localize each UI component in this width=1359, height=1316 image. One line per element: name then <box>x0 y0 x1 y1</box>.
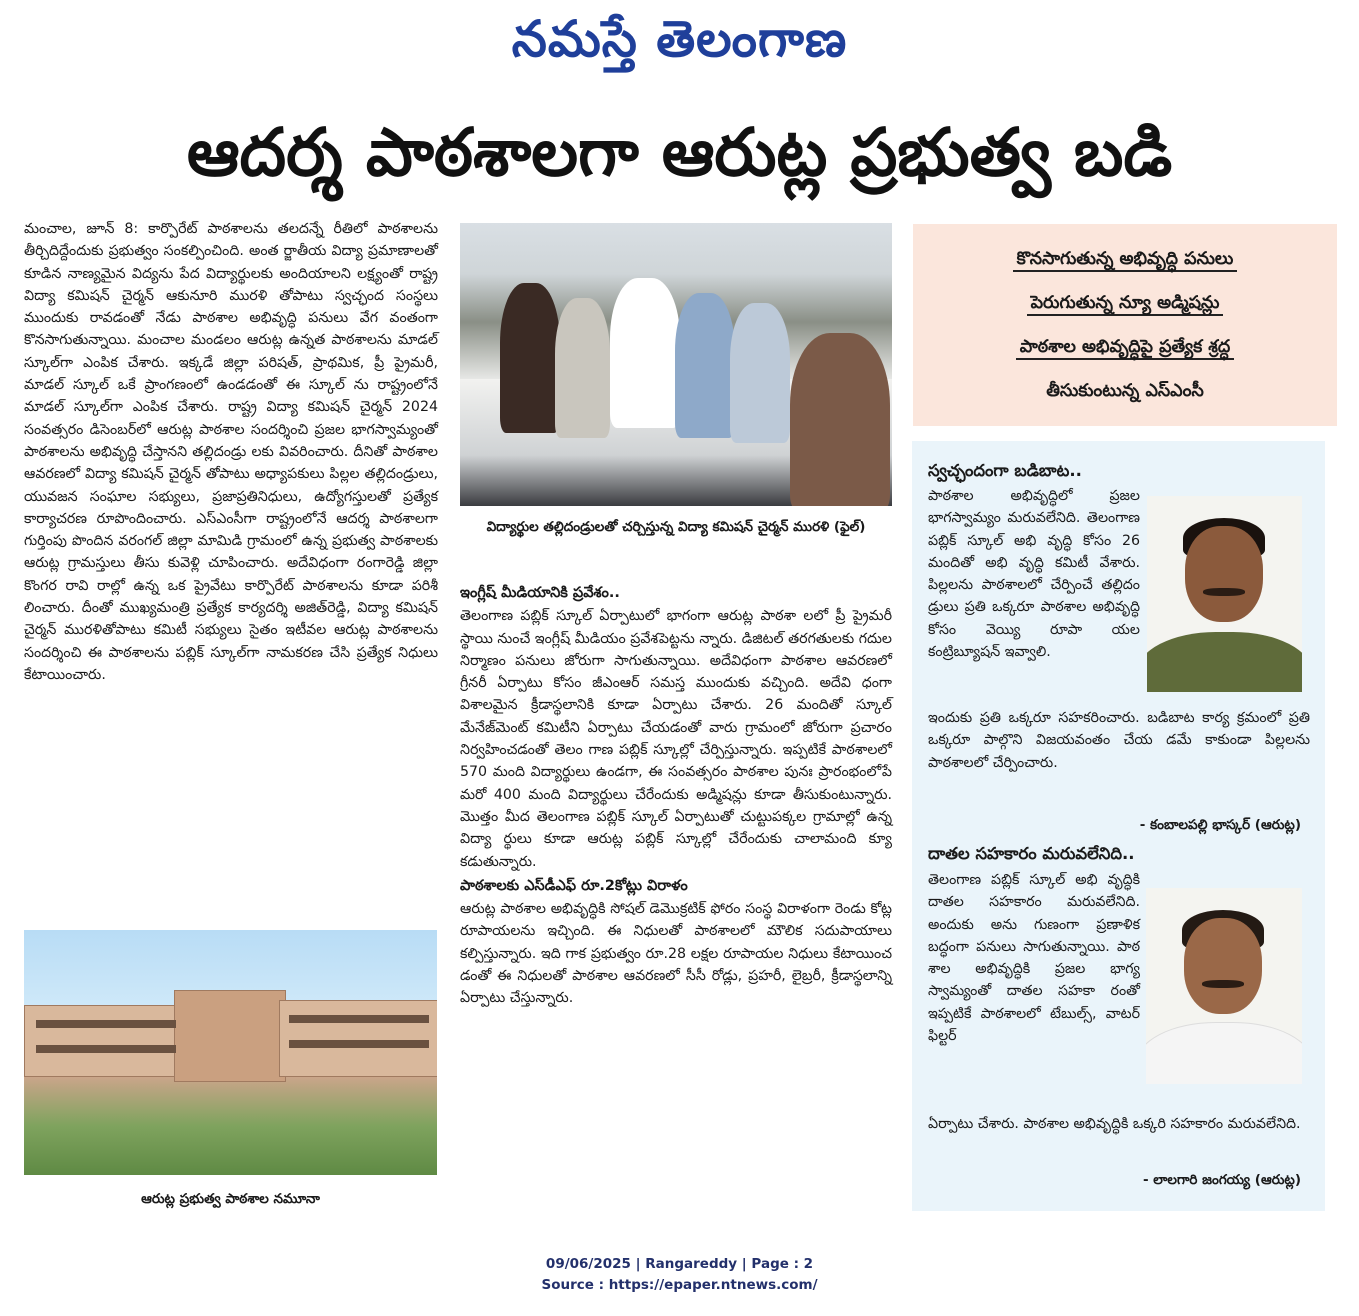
sidebar-signature-1: - కంబాలపల్లి భాస్కర్ (ఆరుట్ల) <box>1139 817 1301 833</box>
donation-subhead: పాఠశాలకు ఎస్‌డీఎఫ్ రూ.2కోట్లు విరాళం <box>460 877 688 894</box>
article-headline: ఆదర్శ పాఠశాలగా ఆరుట్ల ప్రభుత్వ బడి <box>186 114 1173 191</box>
portrait-photo-1 <box>1147 496 1302 692</box>
highlight-item: కొనసాగుతున్న అభివృద్ధి పనులు <box>913 244 1337 274</box>
highlight-item: తీసుకుంటున్న ఎస్ఎంసీ <box>1046 381 1204 401</box>
quotes-sidebar <box>912 441 1325 1211</box>
officials-photo <box>460 223 892 506</box>
portrait-photo-2 <box>1146 888 1302 1084</box>
english-medium-subhead: ఇంగ్లీష్ మీడియానికి ప్రవేశం.. <box>460 585 620 601</box>
sidebar-text-1: పాఠశాల అభివృద్ధిలో ప్రజల భాగస్వామ్యం మరువలేనిది. తెలంగాణ పబ్లిక్ స్కూల్ అభి వృద్ధి కోసం 26 మందితో అభి వృద్ధి కమిటీ వేశారు. పిల్లలను పాఠశాలలో చేర్పించే తల్లిదం డ్రులు ప్రతి ఒక్కరూ పాఠశాల అభివృద్ధి కోసం వెయ్యి రూపా యల కంట్రిబ్యూషన్ ఇవ్వాలి. <box>928 488 1140 661</box>
sidebar-signature-2: - లాలగారి జంగయ్య (ఆరుట్ల) <box>1142 1172 1301 1188</box>
sidebar-text-1b: ఇందుకు ప్రతి ఒక్కరూ సహకరించారు. బడిబాట కార్య క్రమంలో ప్రతి ఒక్కరూ పాల్గొని విజయవంతం చేయ డమే కాకుండా పిల్లలను పాఠశాలలో చేర్పించారు. <box>928 710 1310 771</box>
sidebar-text-2: తెలంగాణ పబ్లిక్ స్కూల్ అభి వృద్ధికి దాతల సహకారం మరువలేనిది. అందుకు అను గుణంగా ప్రణాళిక బద్ధంగా పనులు సాగుతున్నాయి. పాఠ శాల అభివృద్ధికి ప్రజల భాగ్య స్వామ్యంతో దాతల సహకా రంతో ఇప్పటికే పాఠశాలలో టేబుల్స్, వాటర్ ఫిల్టర్ <box>928 872 1140 1045</box>
donation-paragraph: ఆరుట్ల పాఠశాల అభివృద్ధికి సోషల్ డెమొక్రటిక్ ఫోరం సంస్థ విరాళంగా రెండు కోట్ల రూపాయలను ఇచ్చింది. ఈ నిధులతో పాఠశాలలో మౌలిక సదుపాయాలు కల్పిస్తున్నారు. ఇది గాక ప్రభుత్వం రూ.28 లక్షల రూపాయల నిధులు కేటాయించ డంతో ఈ నిధులతో పాఠశాల ఆవరణలో సీసీ రోడ్లు, ప్రహరీ, లైబ్రరీ, క్రీడాస్థలాన్ని ఏర్పాటు చేస్తున్నారు. <box>460 901 892 1007</box>
highlight-item: పాఠశాల అభివృద్ధిపై ప్రత్యేక శ్రద్ధ <box>913 332 1337 362</box>
article-paragraph: మంచాల, జూన్ 8: కార్పొరేట్ పాఠశాలను తలదన్నే రీతిలో పాఠశాలను తీర్చిదిద్దేందుకు ప్రభుత్వం సంకల్పించింది. అంత ర్జాతీయ విద్యా ప్రమాణాలతో కూడిన నాణ్యమైన విద్యను పేద విద్యార్థులకు అందియాలని లక్ష్యంతో రాష్ట్ర విద్యా కమిషన్ చైర్మన్ ఆకునూరి మురళి తోపాటు స్వచ్ఛంద సంస్థలు ముందుకు రావడంతో నేడు పాఠశాల అభివృద్ధి పనులు వేగ వంతంగా కొనసాగుతున్నాయి. మంచాల మండలం ఆరుట్ల ఉన్నత పాఠశాలను మాడల్ స్కూల్‌గా ఎంపిక చేశారు. ఇక్కడే జిల్లా పరిషత్, ప్రాథమిక, ప్రీ ప్రైమరీ, మాడల్ స్కూల్ ఒకే ప్రాంగణంలో ఉండడంతో ఈ స్కూల్ ను రాష్ట్రంలోనే మాడల్ స్కూల్‌గా ఎంపిక చేశారు. రాష్ట్ర విద్యా కమిషన్ చైర్మన్ 2024 సంవత్సరం డిసెంబర్‌లో ఆరుట్ల పాఠశాల సందర్శించి ప్రజల భాగస్వామ్యంతో పాఠశాలను అభివృద్ధి చేస్తానని తల్లిదండ్రు లకు వివరించారు. దీనితో పాఠశాల ఆవరణలో విద్యా కమిషన్ చైర్మన్ తోపాటు అధ్యాపకులు పిల్లల తల్లిదండ్రులు, యువజన సంఘాల సభ్యులు, ప్రజాప్రతినిధులు, ఉద్యోగస్తులతో ప్రత్యేక కార్యాచరణ రూపొందించారు. ఎస్ఎంసీగా రాష్ట్రంలోనే ఆదర్శ పాఠశాలగా గుర్తింపు పొందిన వరంగల్ జిల్లా మామిడి గ్రామంలో ఉన్న ప్రభుత్వ పాఠశాలకు ఆరుట్ల గ్రామస్తులు తీసు కువెళ్లి చూపించారు. అదేవిధంగా రంగారెడ్డి జిల్లా కొంగర రావి రాల్లో ఉన్న ఒక ప్రైవేటు కార్పొరేట్ పాఠశాలను కూడా పరిశీ లించారు. దీంతో ముఖ్యమంత్రి ప్రత్యేక కార్యదర్శి అజిత్‌రెడ్డి, విద్యా కమిషన్ చైర్మన్ మురళితోపాటు కమిటీ సభ్యులు సైతం ఇటీవల ఆరుట్ల పాఠశాలను సందర్శించి ఈ పాఠశాలను పబ్లిక్ స్కూల్‌గా నామకరణ చేసి ప్రత్యేక నిధులు కేటాయించారు. <box>24 221 438 683</box>
highlights-box <box>913 224 1337 426</box>
school-model-photo <box>24 930 437 1175</box>
sidebar-title-1: స్వచ్ఛందంగా బడిబాట.. <box>928 461 1082 480</box>
article-column-1 <box>24 218 438 686</box>
sidebar-title-2: దాతల సహకారం మరువలేనిది.. <box>928 844 1135 863</box>
highlight-item: పెరుగుతున్న న్యూ అడ్మిషన్లు <box>913 288 1337 318</box>
masthead-logo: నమస్తే తెలంగాణ <box>511 9 848 68</box>
footer-source: Source : https://epaper.ntnews.com/ <box>541 1277 818 1293</box>
sidebar-text-2b: ఏర్పాటు చేశారు. పాఠశాల అభివృద్ధికి ఒక్కరి సహకారం మరువలేనిది. <box>928 1116 1301 1132</box>
school-photo-caption: ఆరుట్ల ప్రభుత్వ పాఠశాల నమూనా <box>141 1191 320 1207</box>
article-column-2 <box>460 580 892 1010</box>
officials-photo-caption: విద్యార్థుల తల్లిదండ్రులతో చర్చిస్తున్న విద్యా కమిషన్ చైర్మన్ మురళి (ఫైల్) <box>486 519 866 535</box>
english-medium-paragraph: తెలంగాణ పబ్లిక్ స్కూల్ ఏర్పాటులో భాగంగా ఆరుట్ల పాఠశా లలో ప్రీ ప్రైమరీ స్థాయి నుంచే ఇంగ్లీష్ మీడియం ప్రవేశపెట్టను న్నారు. డిజిటల్ తరగతులకు గదుల నిర్మాణం పనులు జోరుగా సాగుతున్నాయి. అదేవిధంగా పాఠశాల ఆవరణలో గ్రీనరీ ఏర్పాటు కోసం జీఎంఆర్ సమస్త ముందుకు వచ్చింది. అదేవి ధంగా విశాలమైన క్రీడాస్థలానికి కూడా ఏర్పాటు చేశారు. 26 మందితో స్కూల్ మేనేజ్‌మెంట్ కమిటీని ఏర్పాటు చేయడంతో వారు గ్రామంలో జోరుగా ప్రచారం నిర్వహించడంతో తెలం గాణ పబ్లిక్ స్కూల్లో చేర్పిస్తున్నారు. ఇప్పటికే పాఠశాలలో 570 మంది విద్యార్థులు ఉండగా, ఈ సంవత్సరం పాఠశాల పునః ప్రారంభంలోపే మరో 400 మంది విద్యార్థులు చేరేందుకు అడ్మిషన్లు కూడా తీసుకుంటున్నారు. మొత్తం మీద తెలంగాణ పబ్లిక్ స్కూల్ ఏర్పాటుతో చుట్టుపక్కల గ్రామాల్లో ఉన్న విద్యా ర్థులు కూడా ఆరుట్ల పబ్లిక్ స్కూల్లో చేరేందుకు చాలామంది క్యూ కడుతున్నారు. <box>460 608 892 870</box>
footer-date-page: 09/06/2025 | Rangareddy | Page : 2 <box>545 1256 814 1272</box>
